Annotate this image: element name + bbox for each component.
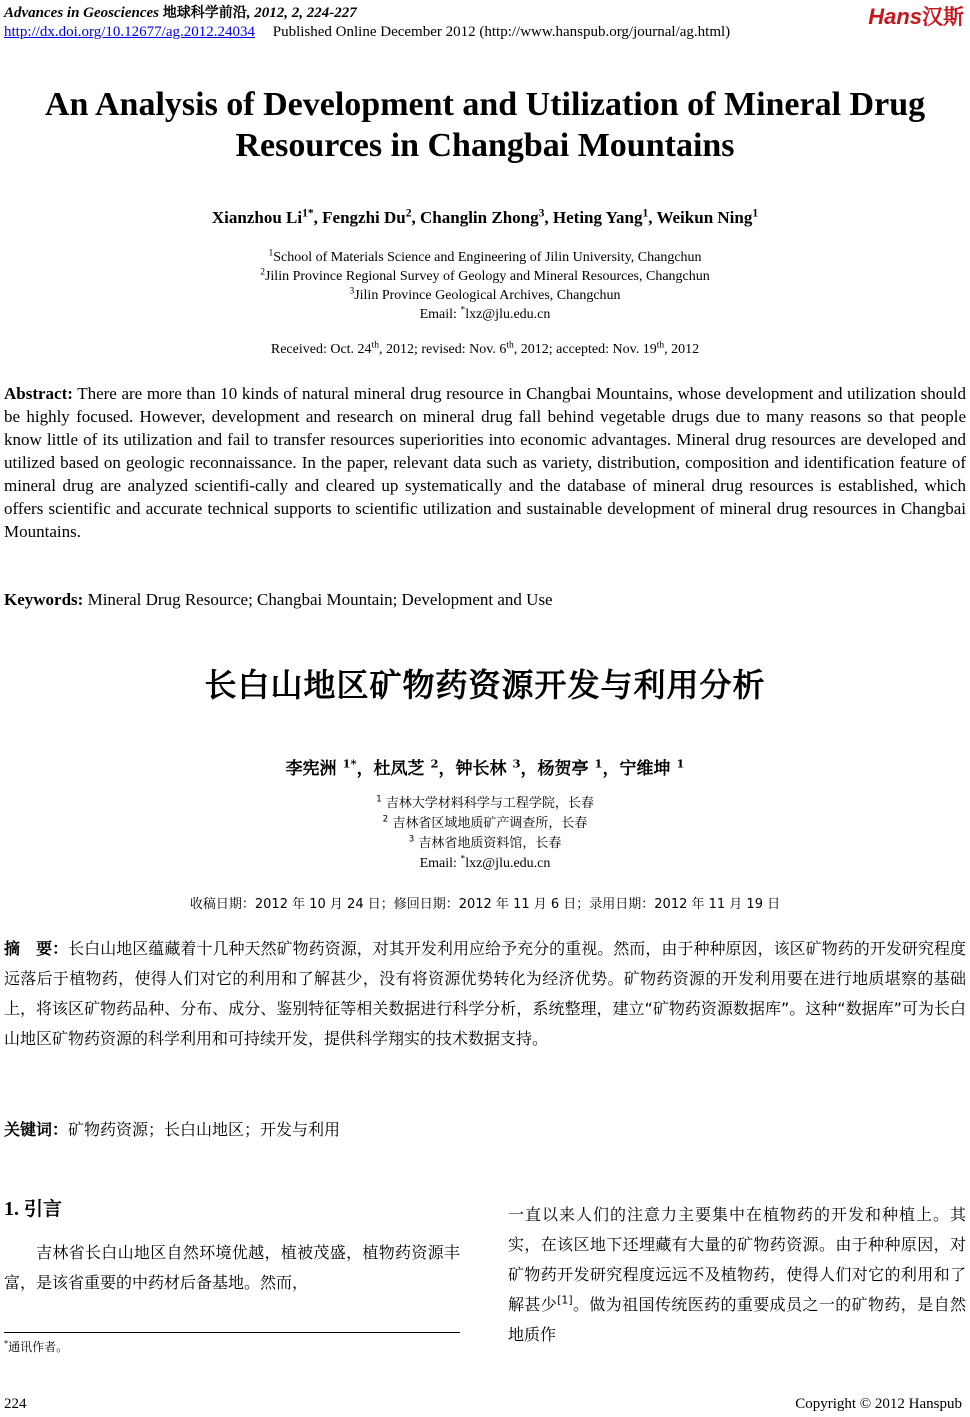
doi-line — [4, 24, 730, 41]
author: Changlin Zhong$^3$, — [420, 206, 553, 227]
authors-en — [0, 208, 970, 228]
body-text-left: 吉林省长白山地区自然环境优越，植被茂盛，植物药资源丰富，是该省重要的中药材后备基地。然而， — [4, 1243, 460, 1292]
author-cn: 杜凤芝 $^2$， — [373, 756, 456, 779]
body-text-right: 一直以来人们的注意力主要集中在植物药的开发和种植上。其实，在该区地下还埋藏有大量的矿物药资源。由于种种原因，对矿物药开发研究程度远远不及植物药，使得人们对它的利用和了解甚少[1]。做为祖国传统医药的重要成员之一的矿物药，是自然地质作 — [508, 1205, 966, 1344]
affiliation-cn: $^3$ 吉林省地质资料馆，长春 — [408, 834, 562, 851]
email-cn: Email: *lxz@jlu.edu.cn — [419, 854, 551, 871]
published-online: Published Online December 2012 (http://www.hanspub.org/journal/ag.html) — [272, 24, 731, 40]
page-number: 224 — [4, 1396, 27, 1412]
affiliation-cn: $^1$ 吉林大学材料科学与工程学院，长春 — [376, 794, 594, 811]
keywords-text: Mineral Drug Resource; Changbai Mountain; Development and Use — [83, 590, 553, 609]
publisher-logo — [868, 1, 964, 31]
authors-cn — [0, 754, 970, 779]
email-en: Email: *lxz@jlu.edu.cn — [419, 305, 551, 322]
title-line-1: An Analysis of Development and Utilization of Mineral Drug — [44, 86, 926, 123]
affiliation-cn: $^2$ 吉林省区域地质矿产调查所，长春 — [382, 814, 588, 831]
journal-name-cn: 地球科学前沿 — [162, 5, 247, 21]
abstract-cn — [4, 934, 966, 1054]
keywords-en — [4, 590, 553, 610]
journal-name: Advances in Geosciences — [4, 5, 159, 21]
affiliations-en — [0, 248, 970, 324]
keywords-label: Keywords: — [4, 590, 84, 609]
journal-citation: , 2012, 2, 224-227 — [246, 5, 357, 21]
keywords-cn — [4, 1117, 340, 1140]
author-cn: 李宪洲 $^{1*}$， — [285, 756, 374, 779]
affiliation: $^3$Jilin Province Geological Archives, Changchun — [349, 286, 621, 303]
logo-latin: Hans — [868, 4, 922, 29]
affiliation: $^1$School of Materials Science and Engineering of Jilin University, Changchun — [268, 248, 702, 265]
abstract-en — [4, 382, 966, 543]
paper-title-cn: 长白山地区矿物药资源开发与利用分析 — [204, 666, 766, 704]
section-heading — [4, 1194, 62, 1221]
keywords-cn-text: 矿物药资源；长白山地区；开发与利用 — [68, 1120, 341, 1139]
abstract-cn-label: 摘 要： — [4, 939, 69, 958]
author-cn: 钟长林 $^3$， — [455, 756, 538, 779]
author: Xianzhou $Li^{1*}$, — [211, 206, 323, 227]
title-line-2: Resources in Changbai Mountains — [235, 127, 735, 164]
author: Heting Yang$^1$, — [552, 206, 657, 227]
received-dates-en: Received: Oct. 24th, 2012; revised: Nov. 6th, 2012; accepted: Nov. 19th, 2012 — [270, 340, 700, 357]
footnote: *通讯作者。 — [4, 1338, 69, 1354]
section-title: 引言 — [24, 1198, 63, 1220]
section-number: 1. — [4, 1198, 19, 1220]
citation-ref[interactable]: [1] — [557, 1293, 573, 1307]
logo-cn: 汉斯 — [922, 5, 964, 29]
journal-header — [4, 2, 357, 22]
abstract-text: There are more than 10 kinds of natural mineral drug resource in Changbai Mountains, whose development and utilization should be highly focused. However, development and research on mineral drug fall behind vegetable drugs due to many reasons so that people know little of its utilization and fail to transfer resources superiorities into economic advantages. Mineral drug resources are developed and utilized based on geologic reconnaissance. In the paper, relevant data such as variety, distribution, composition and identification feature of mineral drug are analyzed scientifi-cally and cleared up systematically and the database of mineral drug resources is established, which offers scientific and accurate technical supports to scientific utilization and sustainable development of mineral drug resources in Changbai Mountains. — [4, 384, 966, 541]
doi-link[interactable]: http://dx.doi.org/10.12677/ag.2012.24034 — [4, 24, 255, 40]
paper-title-en — [0, 84, 970, 166]
abstract-cn-text: 长白山地区蕴藏着十几种天然矿物药资源，对其开发利用应给予充分的重视。然而，由于种种原因，该区矿物药的开发研究程度远落后于植物药，使得人们对它的利用和了解甚少，没有将资源优势转化为经济优势。矿物药资源的开发利用要在进行地质堪察的基础上，将该区矿物药品种、分布、成分、鉴别特征等相关数据进行科学分析，系统整理，建立“矿物药资源数据库”。这种“数据库”可为长白山地区矿物药资源的科学利用和可持续开发，提供科学翔实的技术数据支持。 — [4, 939, 966, 1048]
affiliations-cn — [0, 794, 970, 874]
author-cn: 宁维坤 $^1$ — [619, 756, 685, 779]
keywords-cn-label: 关键词： — [4, 1120, 69, 1139]
affiliation: $^2$Jilin Province Regional Survey of Geology and Mineral Resources, Changchun — [260, 267, 710, 284]
copyright: Copyright © 2012 Hanspub — [795, 1396, 962, 1412]
author: Weikun Ning$^1$ — [656, 206, 759, 227]
footnote-divider — [4, 1332, 460, 1333]
abstract-label: Abstract: — [4, 384, 73, 403]
author: Fengzhi Du$^2$, — [322, 206, 421, 227]
author-cn: 杨贺亭 $^1$， — [537, 756, 620, 779]
received-dates-cn: 收稿日期：2012 年 10 月 24 日；修回日期：2012 年 11 月 6 日；录用日期：2012 年 11 月 19 日 — [189, 897, 781, 912]
